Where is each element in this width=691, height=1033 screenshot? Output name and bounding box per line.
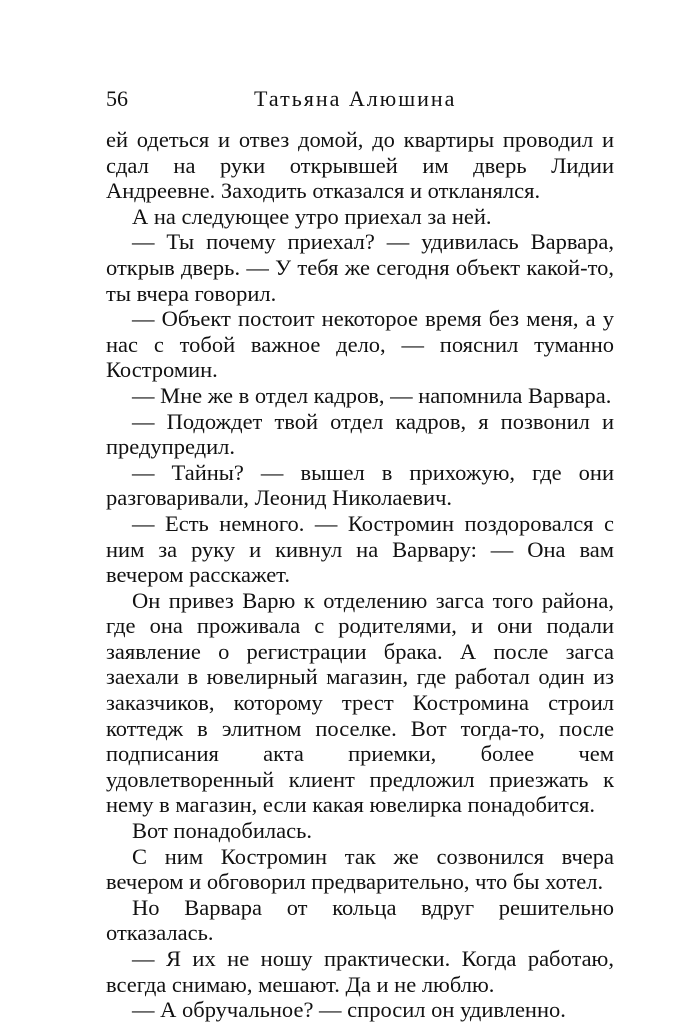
paragraph-10: Вот понадобилась. (132, 818, 313, 844)
paragraph-14: — А обручальное? — спросил он удивленно. (132, 997, 566, 1023)
paragraph-2: А на следующее утро приехал за ней. (132, 203, 492, 229)
paragraph-8: — Есть немного. — Костромин поздоровался с ним за руку и кивнул на Варвару: — Она вам вечером расскажет. (106, 510, 614, 588)
paragraph-5: — Мне же в отдел кадров, — напомнила Варвара. (132, 382, 612, 408)
page-number: 56 (106, 86, 128, 111)
paragraph-7: — Тайны? — вышел в прихожую, где они разговаривали, Леонид Николаевич. (106, 459, 614, 511)
paragraph-3: — Ты почему приехал? — удивилась Варвара, открыв дверь. — У тебя же сегодня объект какой-то, ты вчера говорил. (106, 229, 614, 306)
paragraph-9: Он привез Варю к отделению загса того района, где она проживала с родителями, и они подали заявление о регистрации брака. А после загса заехали в ювелирный магазин, где работал один из заказчиков, которому трест Костромина строил коттедж в элитном поселке. Вот тогда-то, после подписания акта приемки, более чем удовлетворенный клиент предложил приезжать к нему в магазин, если какая ювелирка понадобится. (106, 587, 614, 818)
paragraph-11: С ним Костромин так же созвонился вчера вечером и обговорил предварительно, что бы хотел. (106, 843, 614, 895)
running-head: Татьяна Алюшина (254, 86, 457, 111)
paragraph-6: — Подождет твой отдел кадров, я позвонил и предупредил. (106, 408, 614, 460)
body-text (106, 127, 614, 1023)
page-header (106, 84, 614, 114)
paragraph-13: — Я их не ношу практически. Когда работаю, всегда снимаю, мешают. Да и не люблю. (106, 946, 614, 997)
paragraph-4: — Объект постоит некоторое время без меня, а у нас с тобой важное дело, — пояснил туманно Костромин. (106, 306, 614, 383)
paragraph-1: ей одеться и отвез домой, до квартиры проводил и сдал на руки открывшей им дверь Лидии Андреевне. Заходить отказался и откланялся. (106, 127, 614, 204)
paragraph-12: Но Варвара от кольца вдруг решительно отказалась. (106, 894, 614, 946)
